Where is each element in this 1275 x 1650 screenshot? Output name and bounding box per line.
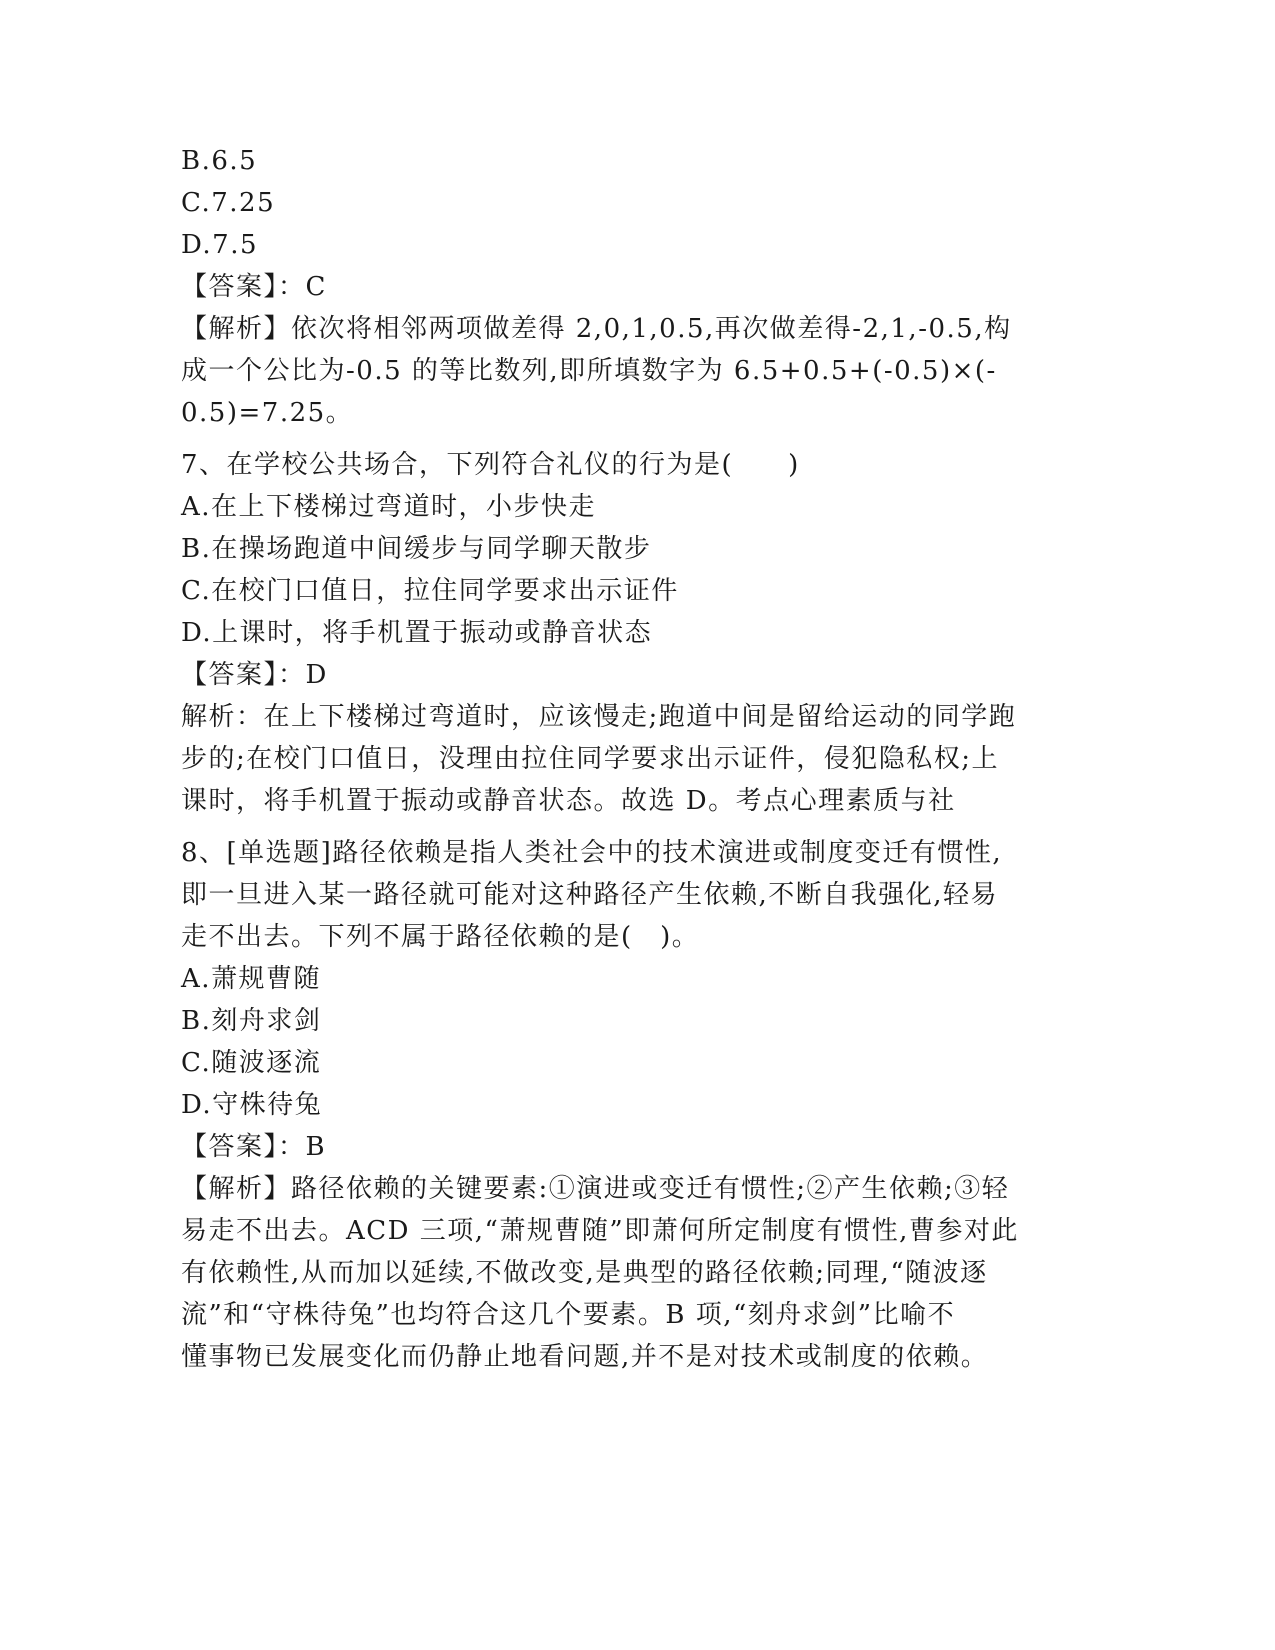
q7-option-b: B.在操场跑道中间缓步与同学聊天散步 [181, 534, 652, 564]
q8-option-c: C.随波逐流 [181, 1048, 322, 1078]
q8-question-line: 走不出去。下列不属于路径依赖的是( )。 [181, 922, 700, 952]
question-8 [181, 832, 1081, 1378]
q6-option-b: B.6.5 [181, 146, 258, 176]
q8-analysis-line: 易走不出去。ACD 三项,“萧规曹随”即萧何所定制度有惯性,曹参对此 [181, 1216, 1019, 1246]
document-page [181, 140, 1081, 1378]
q6-analysis-line: 【解析】依次将相邻两项做差得 2,0,1,0.5,再次做差得-2,1,-0.5,构 [181, 314, 1012, 344]
q7-question: 7、在学校公共场合，下列符合礼仪的行为是( ) [181, 450, 800, 480]
q7-option-d: D.上课时，将手机置于振动或静音状态 [181, 618, 653, 648]
q8-analysis-line: 【解析】路径依赖的关键要素:①演进或变迁有惯性;②产生依赖;③轻 [181, 1174, 1010, 1204]
q7-analysis-line: 解析：在上下楼梯过弯道时，应该慢走;跑道中间是留给运动的同学跑 [181, 702, 1017, 732]
q8-analysis-line: 流”和“守株待兔”也均符合这几个要素。B 项,“刻舟求剑”比喻不 [181, 1300, 956, 1330]
q8-option-b: B.刻舟求剑 [181, 1006, 322, 1036]
q8-question-line: 即一旦进入某一路径就可能对这种路径产生依赖,不断自我强化,轻易 [181, 880, 999, 910]
q6-answer: 【答案】：C [181, 272, 327, 302]
q7-option-a: A.在上下楼梯过弯道时，小步快走 [181, 492, 597, 522]
question-6-tail [181, 140, 1081, 434]
q8-option-d: D.守株待兔 [181, 1090, 323, 1120]
q8-analysis-line: 懂事物已发展变化而仍静止地看问题,并不是对技术或制度的依赖。 [181, 1342, 989, 1372]
q8-analysis-line: 有依赖性,从而加以延续,不做改变,是典型的路径依赖;同理,“随波逐 [181, 1258, 988, 1288]
q8-question-line: 8、[单选题]路径依赖是指人类社会中的技术演进或制度变迁有惯性, [181, 838, 1003, 868]
q6-analysis-line: 0.5)=7.25。 [181, 398, 354, 428]
q8-answer: 【答案】：B [181, 1132, 327, 1162]
q6-analysis-line: 成一个公比为-0.5 的等比数列,即所填数字为 6.5+0.5+(-0.5)×(- [181, 356, 997, 386]
q7-analysis-line: 课时，将手机置于振动或静音状态。故选 D。考点心理素质与社 [181, 786, 956, 816]
question-7 [181, 444, 1081, 822]
q7-option-c: C.在校门口值日，拉住同学要求出示证件 [181, 576, 679, 606]
q6-option-d: D.7.5 [181, 230, 259, 260]
q7-answer: 【答案】：D [181, 660, 328, 690]
q6-option-c: C.7.25 [181, 188, 276, 218]
q8-option-a: A.萧规曹随 [181, 964, 322, 994]
q7-analysis-line: 步的;在校门口值日，没理由拉住同学要求出示证件，侵犯隐私权;上 [181, 744, 1000, 774]
